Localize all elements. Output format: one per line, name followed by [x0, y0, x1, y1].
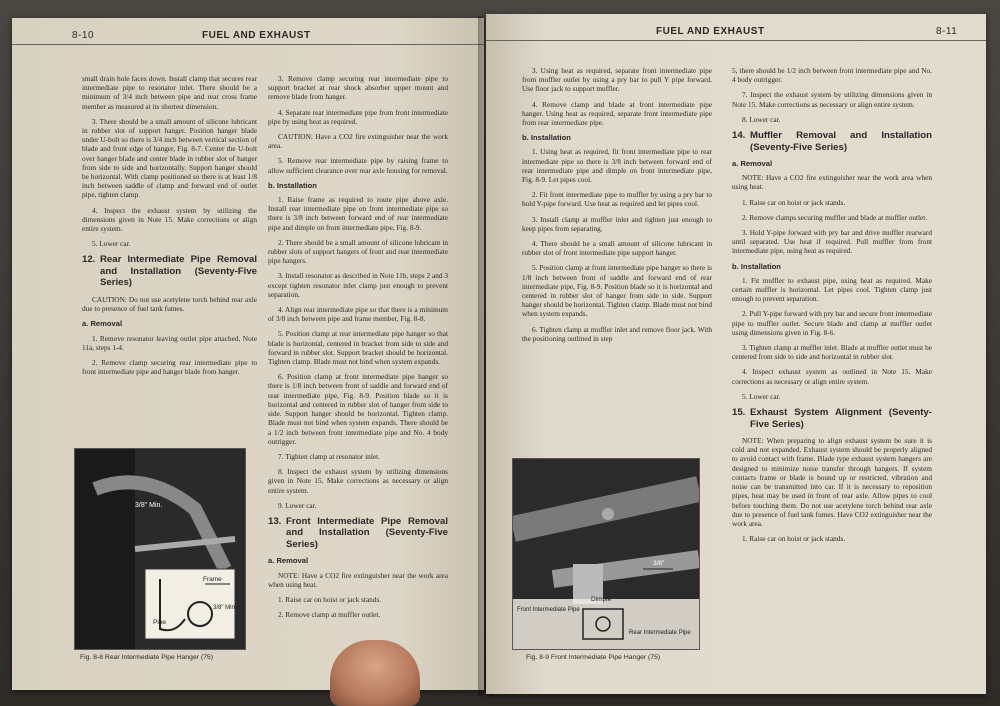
right-column-2	[732, 66, 932, 549]
right-page	[486, 14, 986, 694]
fig89-front-label: Front Intermediate Pipe	[517, 607, 580, 613]
thumb	[330, 640, 420, 706]
figure-8-9	[512, 458, 700, 650]
paragraph: 3. Tighten clamp at muffler inlet. Blade at muffler outlet must be centered from side to side and horizontal in rubber slot.	[732, 343, 932, 362]
paragraph: 2. Remove clamp at muffler outlet.	[278, 610, 381, 620]
caution-text: CAUTION: Have a CO2 fire extinguisher near the work area.	[268, 132, 448, 151]
left-running-header	[12, 30, 484, 45]
section-15-heading: 15. Exhaust System Alignment (Seventy-Five Series)	[732, 407, 932, 430]
figure-8-8-image	[75, 449, 245, 649]
right-column-1	[522, 66, 712, 349]
paragraph: 4. Align rear intermediate pipe so that there is a minimum of 3/8 inch between pipe and frame member, Fig. 8-8.	[268, 305, 448, 324]
left-page	[12, 18, 484, 690]
paragraph: 2. Remove clamp securing rear intermediate pipe to front intermediate pipe and hanger blade from hanger.	[82, 357, 257, 377]
paragraph: 2. Remove clamps securing muffler and blade at muffler outlet.	[742, 212, 928, 222]
paragraph: 1. Remove resonator leaving outlet pipe attached, Note 11a, steps 1-4.	[82, 333, 257, 352]
paragraph: 1. Raise car on hoist or jack stands.	[742, 197, 846, 207]
figure-8-9-caption: Fig. 8-9 Front Intermediate Pipe Hanger (75)	[526, 654, 661, 661]
paragraph: 5. Lower car.	[742, 391, 781, 401]
paragraph: 3. There should be a small amount of silicone lubricant in rubber slot of support hanger. Position hanger blade under U-bolt so there is 3/4 inch between vertical section of blade and front edge of hanger, Fig. 8-7. Center the U-bolt over hanger blade and center blade in rubber slot of hanger from side to side and horizontally. Support hanger should be horizontal. With clamp positioned so there is at least 1/8 inch between saddle of clamp and forward end of outlet pipe, tighten clamp.	[82, 116, 257, 200]
paragraph: NOTE: When preparing to align exhaust system be sure it is cold and not expanded. Exhaust system should be properly aligned to avoid contact with frame. Blade type exhaust system hangers are designed to minimize noise transfer through hangers. If system contacts frame or blade is bound up or restricted, vibration and noise can be transmitted into car. If it is necessary to reposition pipes, heat may be used in front of rear axle. Allow pipes to cool before touching them. Do not use acetylene torch behind rear axle due to presence of fuel tank fumes. Have CO2 extinguisher near the work area.	[732, 436, 932, 528]
paragraph: NOTE: Have a CO2 fire extinguisher near the work area when using heat.	[268, 570, 448, 589]
left-page-number: 8-10	[72, 30, 95, 41]
paragraph: small drain hole faces down. Install clamp that secures rear intermediate pipe to resonator inlet. There should be a minimum of 3/4 inch between pipe and rear cross frame member as measured at its shortest dimension.	[82, 74, 257, 111]
paragraph: 3. Using heat as required, separate front intermediate pipe from muffler outlet by using a pry bar to pull Y pipe forward. Use floor jack to support muffler.	[522, 66, 712, 94]
figure-8-8-caption: Fig. 8-8 Rear Intermediate Pipe Hanger (75)	[80, 654, 213, 661]
paragraph: 1. Raise car on hoist or jack stands.	[742, 534, 846, 544]
right-page-number: 8-11	[936, 26, 958, 37]
paragraph: 3. Install resonator as described in Note 11b, steps 2 and 3 except tighten resonator inlet clamp just enough to prevent separation.	[268, 271, 448, 299]
paragraph: 5, there should be 1/2 inch between front intermediate pipe and No. 4 body outrigger.	[732, 66, 932, 85]
section-13-heading: 13. Front Intermediate Pipe Removal and Installation (Seventy-Five Series)	[268, 515, 448, 550]
caution-text: CAUTION: Do not use acetylene torch behind rear axle due to presence of fuel tank fumes.	[82, 294, 257, 314]
paragraph: 1. Raise frame as required to route pipe above axle. Install rear intermediate pipe on front intermediate pipe so there is 3/8 inch between forward end of rear intermediate pipe and dimple on front intermediate pipe, Fig. 8-9.	[268, 195, 448, 232]
paragraph: 4. Inspect exhaust system as outlined in Note 15. Make corrections as necessary or align entire system.	[732, 367, 932, 386]
fig89-rear-label: Rear Intermediate Pipe	[629, 630, 691, 636]
fig88-pipe-label: Pipe	[153, 619, 167, 626]
section-12-heading: 12. Rear Intermediate Pipe Removal and Installation (Seventy-Five Series)	[82, 254, 257, 289]
left-column-1	[82, 74, 257, 382]
paragraph: 5. Position clamp at front intermediate pipe hanger so there is 1/8 inch between front of saddle and forward end of rear intermediate pipe, Fig. 8-9. Position blade so it is horizontal and centered in rubber slot of hanger from side to side. Support hanger should be horizontal. Tighten clamp. Blade must not bind when system expands.	[522, 263, 712, 319]
fig89-dimple-label: Dimple	[591, 596, 612, 603]
paragraph: 2. There should be a small amount of silicone lubricant in rubber slots of support hangers of front and rear intermediate pipe hangers.	[268, 237, 448, 266]
fig89-dim2-label: 1/8"	[625, 578, 637, 585]
paragraph: 6. Position clamp at front intermediate pipe hanger so there is 1/8 inch between front of saddle and forward end of rear intermediate pipe, Fig. 8-9. Position blade so it is horizontal and centered in rubber slot of hanger from side to side. Support hanger should be horizontal. Tighten clamp. Blade must not bind when system expands. There should be a 1/2 inch between front intermediate pipe and No. 4 body outrigger.	[268, 372, 448, 446]
installation-heading: b. Installation	[268, 180, 317, 190]
fig88-dim1-label: 3/8" Min.	[135, 502, 163, 509]
paragraph: 8. Lower car.	[742, 114, 781, 124]
removal-heading: a. Removal	[82, 319, 123, 329]
paragraph: 8. Inspect the exhaust system by utilizing dimensions given in Note 15. Make corrections as necessary or align entire system.	[268, 467, 448, 495]
paragraph: 4. There should be a small amount of silicone lubricant in rubber slot of front intermediate pipe support hanger.	[522, 239, 712, 258]
paragraph: 1. Using heat as required, fit front intermediate pipe to rear intermediate pipe so there is 3/8 inch between forward end of rear intermediate pipe and dimple on front intermediate pipe, Fig. 8-9. Let pipes cool.	[522, 147, 712, 185]
paragraph: NOTE: Have a CO2 fire extinguisher near the work area when using heat.	[732, 173, 932, 192]
installation-heading: b. Installation	[522, 133, 571, 143]
removal-heading: a. Removal	[268, 556, 309, 566]
paragraph: 5. Remove rear intermediate pipe by raising frame to allow sufficient clearance over rear axle housing for removal.	[268, 156, 448, 175]
fig89-dim1-label: 3/8"	[653, 560, 665, 567]
paragraph: 7. Inspect the exhaust system by utilizing dimensions given in Note 15. Make corrections as necessary or align entire system.	[732, 90, 932, 109]
paragraph: 1. Raise car on hoist or jack stands.	[278, 595, 382, 605]
paragraph: 3. Remove clamp securing rear intermediate pipe to support bracket at rear shock absorber upper mount and remove blade from hanger.	[268, 74, 448, 102]
fig88-dim2-label: 3/8" Min.	[213, 605, 237, 611]
right-running-header	[486, 26, 986, 41]
paragraph: 4. Inspect the exhaust system by utilizing the dimensions given in Note 15. Make corrections or align entire system.	[82, 205, 257, 234]
figure-8-8	[74, 448, 246, 650]
figure-8-9-image	[513, 459, 699, 649]
left-page-title: FUEL AND EXHAUST	[202, 30, 311, 41]
paragraph: 3. Hold Y-pipe forward with pry bar and drive muffler rearward until separated. Use heat if required. Pull muffler from front intermediate pipe, using heat as required.	[732, 228, 932, 256]
paragraph: 2. Fit front intermediate pipe to muffler by using a pry bar to hold Y-pipe forward. Use heat as required and let pipes cool.	[522, 190, 712, 209]
paragraph: 2. Pull Y-pipe forward with pry bar and secure front intermediate pipe to muffler outlet. Secure blade and clamp at muffler outlet using dimensions given in Fig. 8-6.	[732, 309, 932, 337]
left-column-2	[268, 74, 448, 625]
paragraph: 4. Separate rear intermediate pipe from front intermediate pipe by using heat as required.	[268, 107, 448, 126]
paragraph: 3. Install clamp at muffler inlet and tighten just enough to keep pipes from separating.	[522, 214, 712, 233]
removal-heading: a. Removal	[732, 159, 773, 169]
paragraph: 7. Tighten clamp at resonator inlet.	[278, 451, 380, 461]
paragraph: 9. Lower car.	[278, 500, 317, 510]
paragraph: 6. Tighten clamp at muffler inlet and remove floor jack. With the positioning outlined in step	[522, 324, 712, 343]
paragraph: 5. Position clamp at rear intermediate pipe hanger so that blade is horizontal, centered in bracket from side to side and forward in rubber slot. Support bracket should be horizontal. Tighten clamp. Blade must not bind when system expands.	[268, 329, 448, 367]
paragraph: 1. Fit muffler to exhaust pipe, using heat as required. Make certain muffler is horizontal. Let pipes cool. Tighten clamp just enough to prevent separation.	[732, 275, 932, 304]
installation-heading: b. Installation	[732, 261, 781, 271]
paragraph: 5. Lower car.	[92, 239, 131, 249]
fig88-frame-label: Frame	[203, 576, 222, 583]
section-14-heading: 14. Muffler Removal and Installation (Seventy-Five Series)	[732, 130, 932, 153]
right-page-title: FUEL AND EXHAUST	[656, 26, 765, 37]
paragraph: 4. Remove clamp and blade at front intermediate pipe hanger. Using heat as required, separate front intermediate pipe from rear intermediate pipe.	[522, 99, 712, 128]
